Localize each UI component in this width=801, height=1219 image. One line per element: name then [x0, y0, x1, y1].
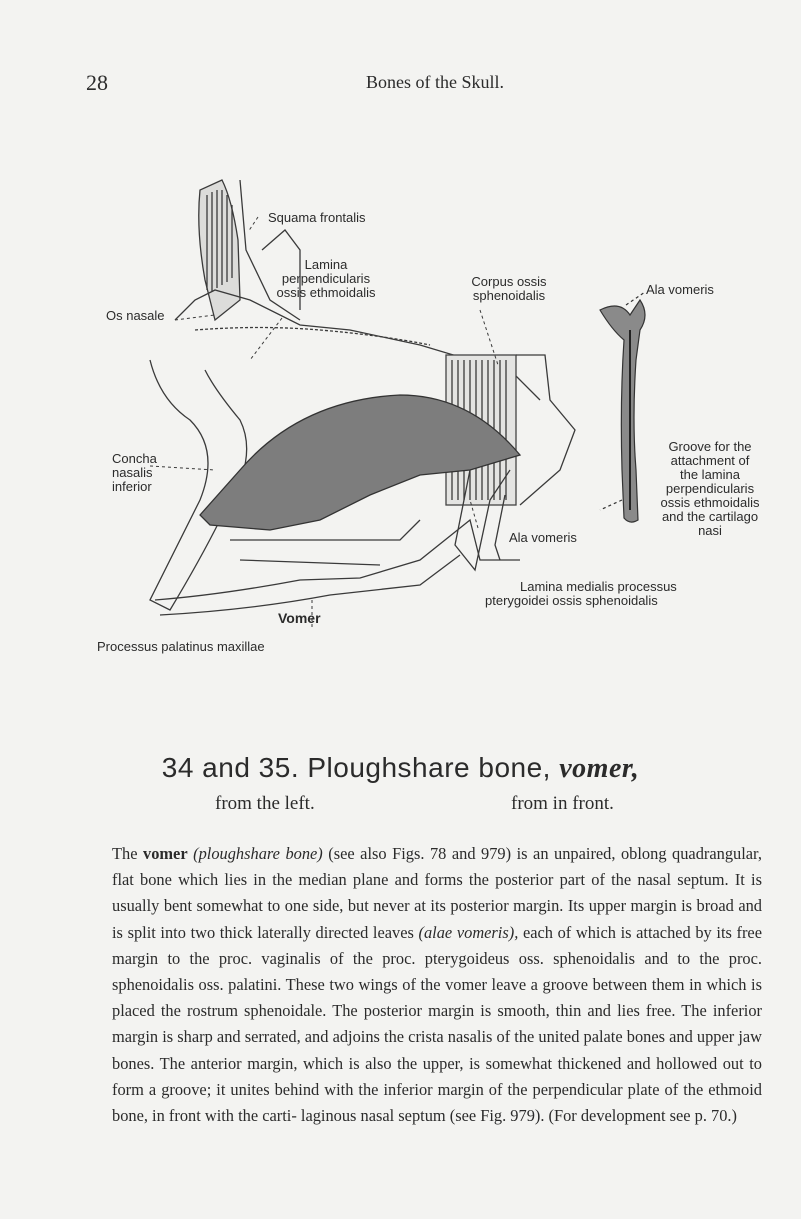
- label-groove-4: perpendicularis: [665, 481, 755, 496]
- label-lamina-perp-2: perpendicularis: [281, 271, 371, 286]
- label-concha-3: inferior: [112, 479, 152, 494]
- label-lamina-medialis-2: pterygoidei ossis sphenoidalis: [485, 593, 658, 608]
- page-number: 28: [86, 70, 108, 95]
- label-lamina-perp-3: ossis ethmoidalis: [276, 285, 376, 300]
- label-os-nasale: Os nasale: [106, 308, 165, 323]
- label-corpus-1: Corpus ossis: [471, 274, 547, 289]
- label-groove-3: the lamina: [680, 467, 740, 482]
- label-vomer: Vomer: [278, 610, 321, 626]
- body-t4: (see also Figs. 78 and 979) is an unpaired, oblong quadrangular, flat bone which lies in the median plane and forms the posterior part of the nasal septum. It is usually bent somewhat to one side, but never at its posterior margin. Its upper margin is broad and is split into two thick laterally directed leaves: [112, 844, 762, 942]
- palate-drawing: [155, 520, 520, 600]
- label-groove-2: attachment of: [670, 453, 750, 468]
- vomer-plate-drawing: [200, 395, 520, 530]
- label-processus-palatinus: Processus palatinus maxillae: [97, 639, 265, 654]
- body-term-alae: (alae vomeris),: [418, 922, 519, 942]
- body-t1: The: [112, 844, 138, 863]
- label-ala-vomeris-left: Ala vomeris: [509, 530, 577, 545]
- vomer-front-drawing: [600, 292, 645, 522]
- caption-sub-left: from the left.: [215, 793, 315, 814]
- label-concha-2: nasalis: [112, 465, 153, 480]
- label-lamina-medialis-1: Lamina medialis processus: [520, 579, 677, 594]
- body-t6: each of which is attached by its free margin to the proc. vaginalis of the proc. pterygoideus oss. sphenoidalis and to the proc. sphenoidalis oss. palatini. These two wings of the vomer leave a groove between them in which is placed the rostrum sphenoidale. The posterior margin is smooth, thin and lies free. The inferior margin is sharp and serrated, and adjoins the crista nasalis of the united palate bones and upper jaw bones. The anterior margin, which is also the upper, is somewhat thickened and hollowed out to form a groove; it unites behind with the inferior margin of the perpendicular plate of the ethmoid bone, in front with the carti- laginous nasal septum (see Fig. 979). (For development see p. 70.): [112, 922, 762, 1126]
- label-groove-1: Groove for the: [668, 439, 752, 454]
- body-term-ploughshare: (ploughshare bone): [193, 844, 323, 863]
- body-paragraph: [112, 841, 762, 1129]
- label-lamina-perp-1: Lamina: [304, 257, 348, 272]
- label-corpus-2: sphenoidalis: [472, 288, 546, 303]
- caption-title-text: 34 and 35. Ploughshare bone,: [161, 752, 551, 783]
- body-term-vomer: vomer: [143, 844, 188, 863]
- label-groove-5: ossis ethmoidalis: [660, 495, 760, 510]
- label-ala-vomeris-right: Ala vomeris: [646, 282, 714, 297]
- running-title: Bones of the Skull.: [366, 72, 504, 92]
- caption-title-italic: vomer,: [559, 753, 640, 784]
- caption-sub-right: from in front.: [511, 793, 614, 814]
- label-concha-1: Concha: [112, 451, 157, 466]
- figure-caption-title: [0, 752, 801, 785]
- label-groove-7: nasi: [698, 523, 722, 538]
- label-groove-6: and the cartilago: [661, 509, 759, 524]
- label-squama-frontalis: Squama frontalis: [268, 210, 366, 225]
